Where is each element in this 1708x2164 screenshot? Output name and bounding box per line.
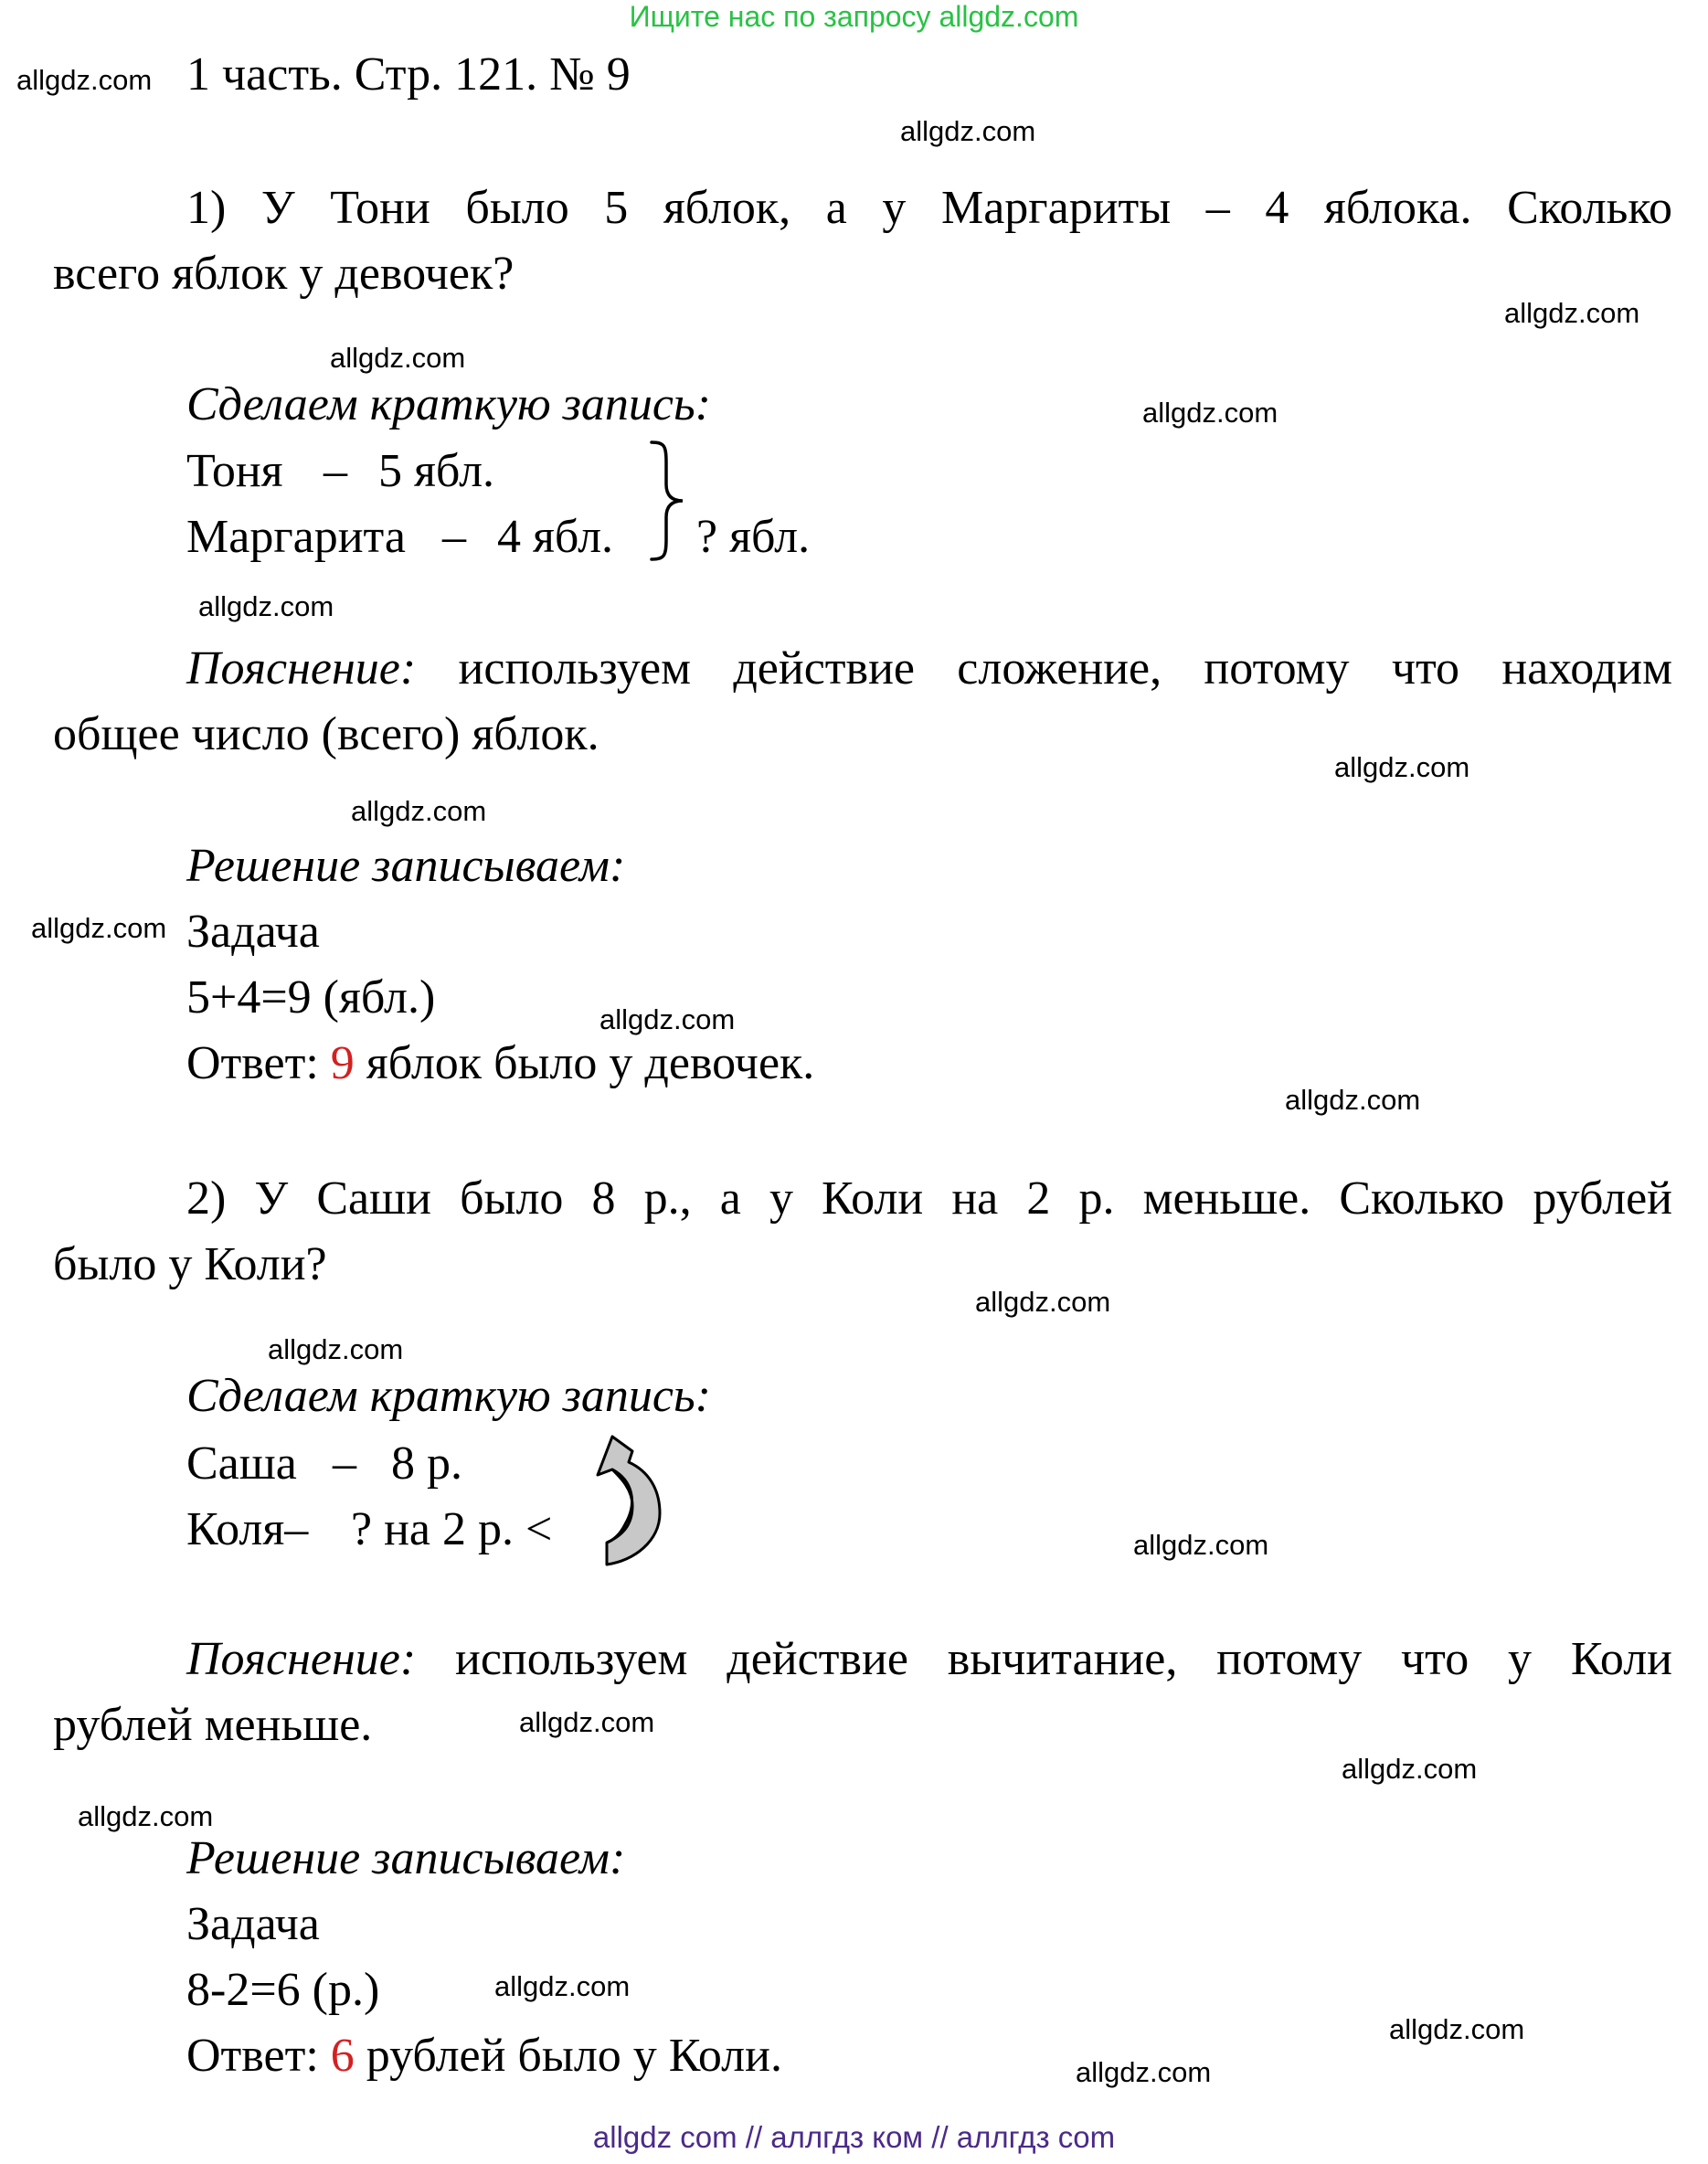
task1-row1-dash: –	[324, 445, 347, 497]
task1-equation: 5+4=9 (ябл.)	[186, 971, 436, 1024]
watermark: allgdz.com	[1342, 1753, 1478, 1785]
task2-short-note-heading: Сделаем краткую запись:	[186, 1370, 711, 1422]
watermark: allgdz.com	[268, 1333, 404, 1365]
bottom-banner: allgdz com // аллгдз ком // аллгдз com	[592, 2120, 1116, 2154]
task2-answer-prefix: Ответ:	[186, 2030, 319, 2082]
task1-short-note-heading: Сделаем краткую запись:	[186, 378, 711, 430]
task1-question-line1: 1) У Тони было 5 яблок, а у Маргариты – 4 яблока. Сколько	[186, 182, 1672, 234]
task1-row2-name: Маргарита	[186, 511, 406, 563]
watermark: allgdz.com	[1142, 397, 1278, 429]
watermark: allgdz.com	[494, 1970, 631, 2002]
task2-row2-name: Коля–	[186, 1503, 309, 1555]
watermark: allgdz.com	[1133, 1529, 1269, 1561]
curved-arrow-icon	[596, 1433, 669, 1570]
task1-solution-heading: Решение записываем:	[186, 840, 626, 892]
task1-row2-value: 4 ябл.	[497, 511, 614, 563]
watermark: allgdz.com	[1334, 751, 1470, 783]
top-banner: Ищите нас по запросу allgdz.com	[629, 0, 1079, 33]
watermark: allgdz.com	[198, 590, 334, 622]
task1-explanation-line1	[53, 636, 1672, 702]
task2-equation: 8-2=6 (р.)	[186, 1964, 380, 2016]
watermark: allgdz.com	[78, 1800, 214, 1832]
task1-explanation-line2: общее число (всего) яблок.	[53, 708, 599, 760]
task2-question	[53, 1166, 1672, 1298]
task1-answer-number: 9	[330, 1037, 355, 1089]
task2-answer-rest: рублей было у Коли.	[366, 2030, 782, 2082]
task2-explanation-line2: рублей меньше.	[53, 1699, 373, 1751]
watermark: allgdz.com	[1285, 1084, 1421, 1116]
watermark: allgdz.com	[351, 795, 487, 827]
task1-question	[53, 175, 1672, 307]
curly-brace-icon	[644, 437, 690, 565]
watermark: allgdz.com	[1389, 2013, 1525, 2045]
task2-row2-value: ? на 2 р. <	[351, 1503, 553, 1555]
task1-explanation-text: используем действие сложение, потому что находим	[458, 642, 1672, 695]
task2-explanation-text: используем действие вычитание, потому что у Коли	[455, 1633, 1672, 1685]
task1-row1-value: 5 ябл.	[378, 445, 495, 497]
watermark: allgdz.com	[1504, 297, 1640, 329]
task1-answer-prefix: Ответ:	[186, 1037, 319, 1089]
task2-explanation-line1	[53, 1627, 1672, 1692]
watermark: allgdz.com	[975, 1286, 1111, 1318]
task2-explanation-label: Пояснение:	[186, 1633, 417, 1685]
task2-question-line1: 2) У Саши было 8 р., а у Коли на 2 р. меньше. Сколько рублей	[186, 1172, 1672, 1225]
task1-explanation	[53, 636, 1672, 768]
watermark: allgdz.com	[16, 64, 153, 96]
watermark: allgdz.com	[900, 115, 1036, 147]
task2-answer	[186, 2023, 782, 2089]
task1-row2-dash: –	[442, 511, 466, 563]
task2-row1-value: 8 р.	[391, 1437, 462, 1490]
task1-answer	[186, 1031, 814, 1097]
task2-explanation	[53, 1627, 1672, 1758]
watermark: allgdz.com	[599, 1003, 736, 1035]
task1-explanation-label: Пояснение:	[186, 642, 417, 695]
task1-question-line2: всего яблок у девочек?	[53, 248, 515, 300]
task1-result-label: ? ябл.	[696, 511, 811, 563]
watermark: allgdz.com	[1076, 2056, 1212, 2088]
task1-task-word: Задача	[186, 906, 320, 958]
watermark: allgdz.com	[330, 342, 466, 374]
page-title: 1 часть. Стр. 121. № 9	[186, 48, 631, 101]
watermark: allgdz.com	[31, 912, 167, 944]
task1-row1-name: Тоня	[186, 445, 283, 497]
task2-row1-dash: –	[333, 1437, 356, 1490]
task2-solution-heading: Решение записываем:	[186, 1832, 626, 1884]
task2-task-word: Задача	[186, 1898, 320, 1950]
task1-answer-rest: яблок было у девочек.	[366, 1037, 815, 1089]
task2-row1-name: Саша	[186, 1437, 297, 1490]
watermark: allgdz.com	[519, 1706, 655, 1738]
task2-answer-number: 6	[330, 2030, 355, 2082]
task2-question-line2: было у Коли?	[53, 1238, 327, 1290]
